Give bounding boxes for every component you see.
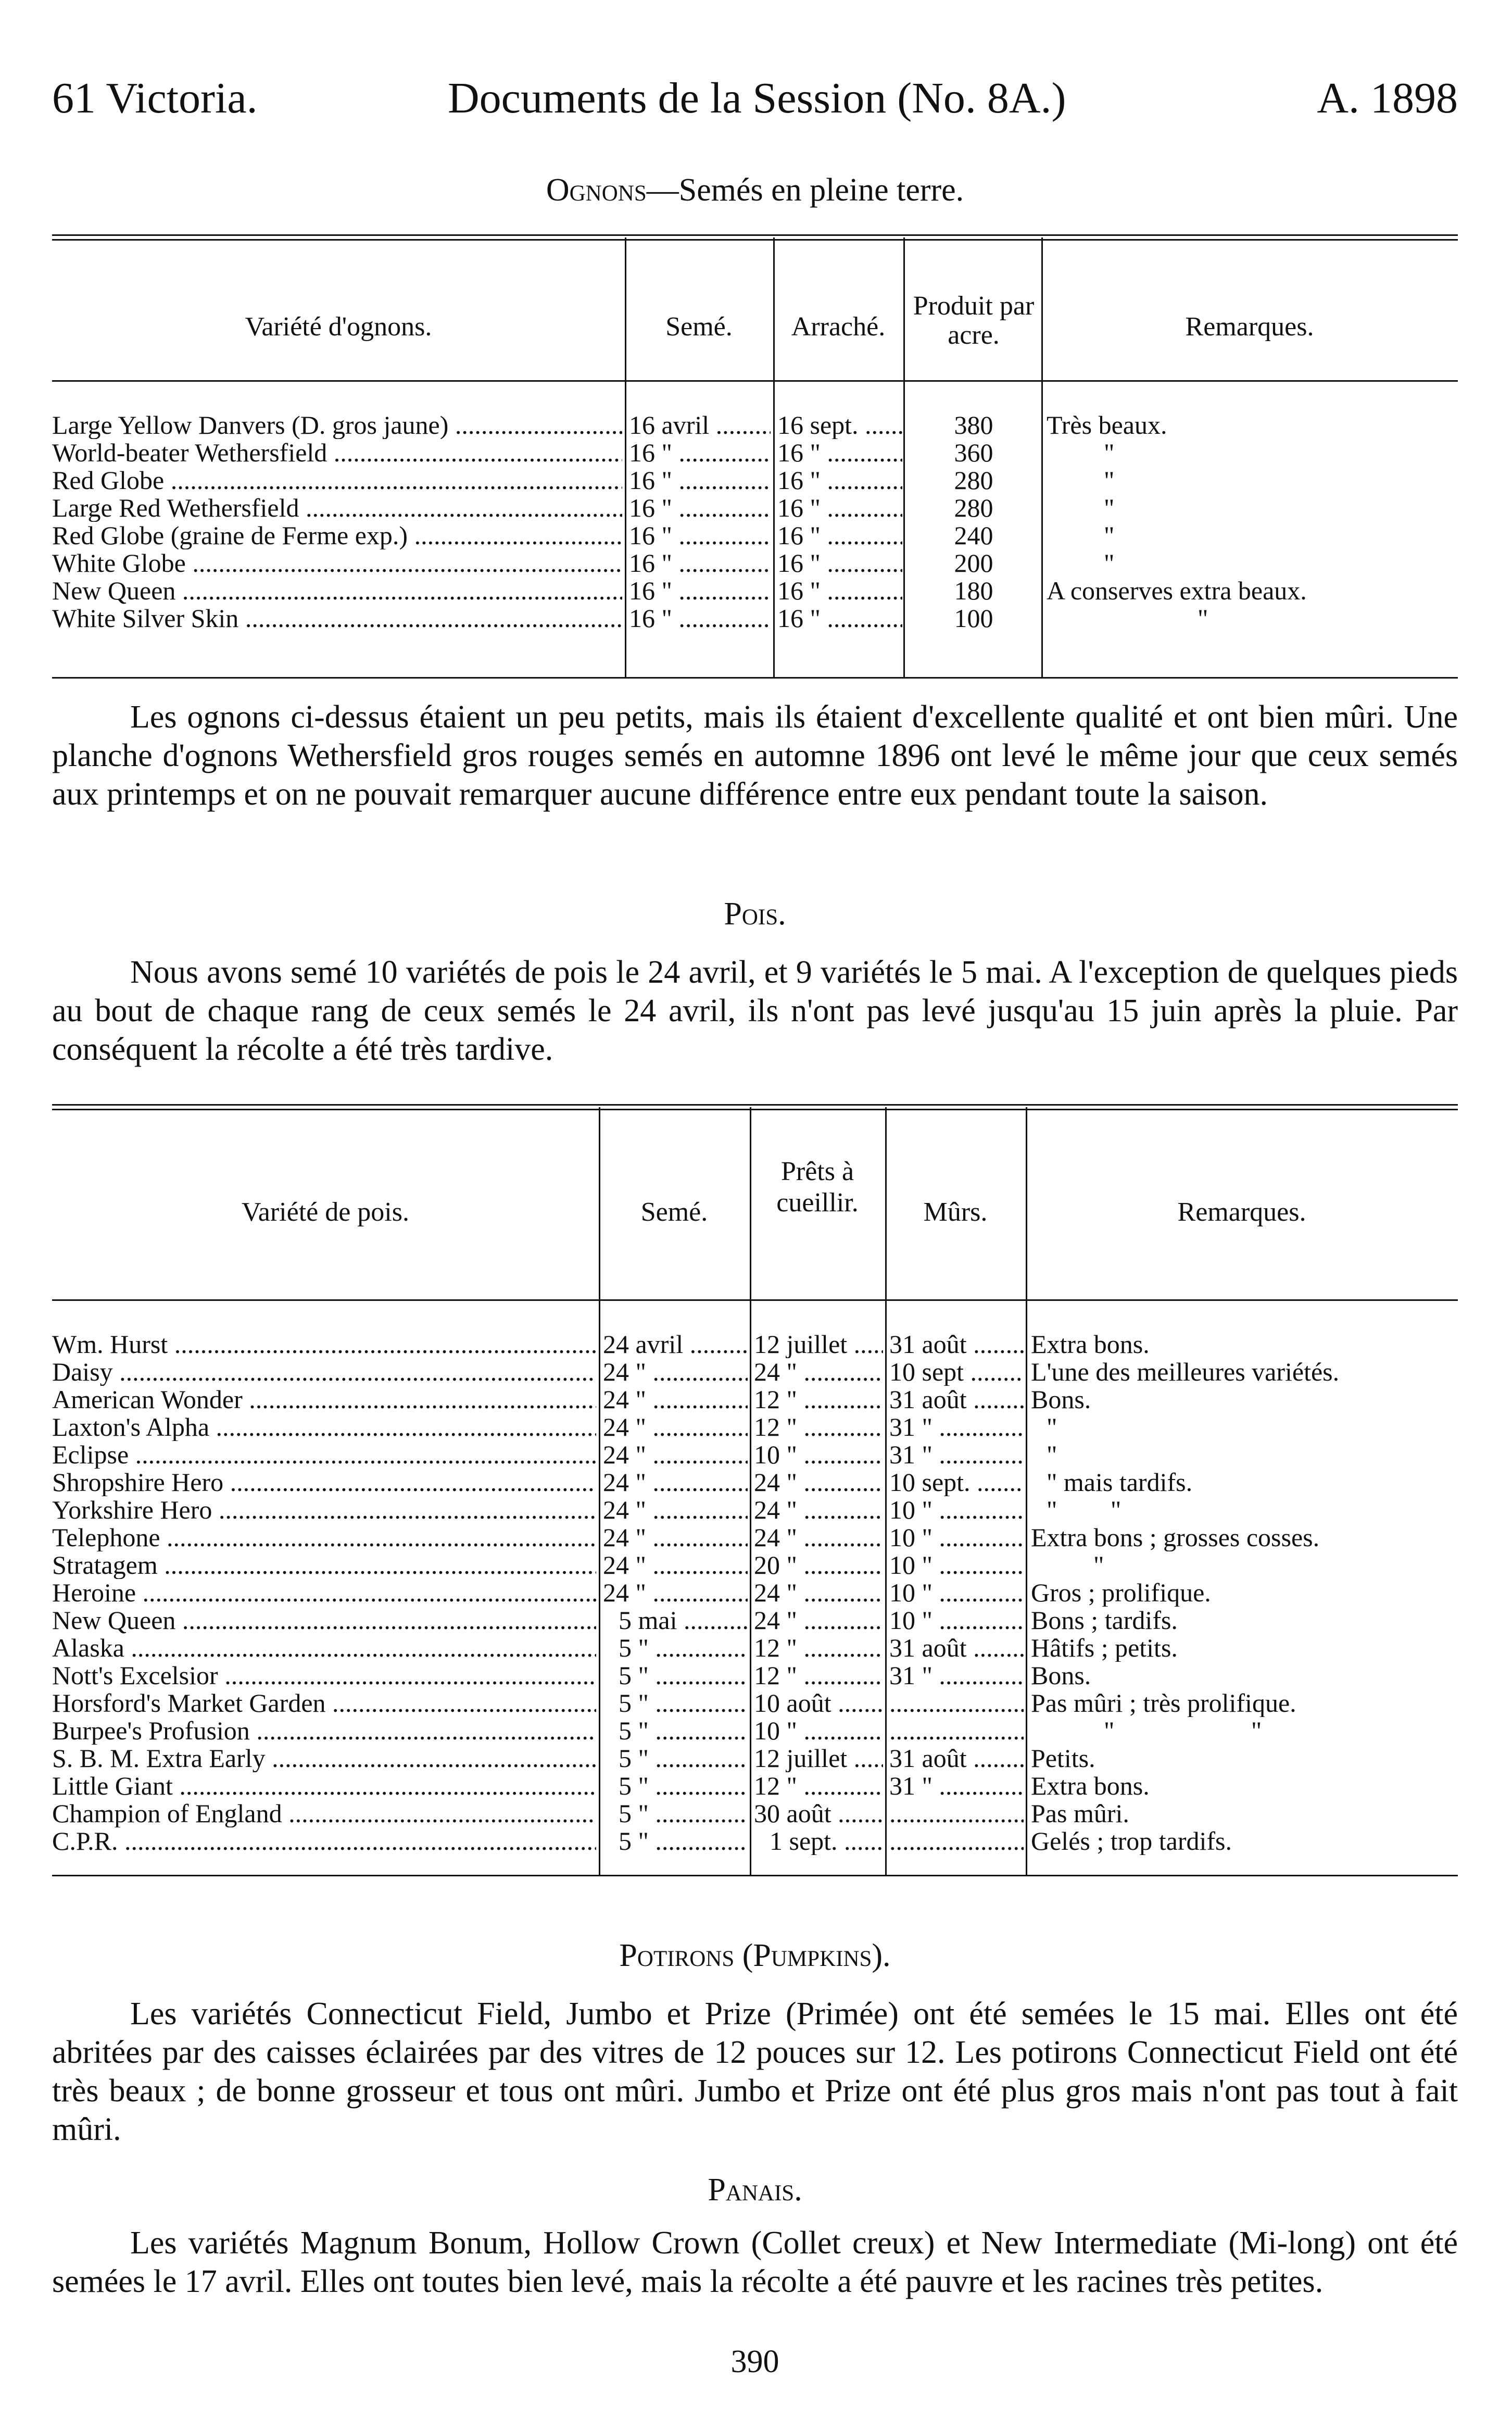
table-top-rule: [52, 1104, 1458, 1110]
page-number: 390: [730, 2344, 779, 2379]
col-header-variety: Variété d'ognons.: [245, 312, 432, 342]
col-header-seme: Semé.: [640, 1197, 708, 1227]
onions-title-smallcaps: Ognons: [546, 172, 647, 208]
header-left: 61 Victoria.: [52, 74, 258, 122]
table-row: Large Yellow Danvers (D. gros jaune) ..... 16 avril ..... 16 sept. ..... 380 Très beaux.: [52, 411, 1458, 439]
table-row: World-beater Wethersfield ..... 16 " ..... 16 " ..... 360 ": [52, 439, 1458, 467]
table-row: S. B. M. Extra Early ..... 5 " ..... 12 juillet ..... 31 août ..... Petits.: [52, 1745, 1458, 1772]
table-row: Stratagem ..... 24 " ..... 20 " ..... 10 " ..... ": [52, 1551, 1458, 1579]
col-header-prets: Prêts à cueillir.: [776, 1157, 859, 1218]
table-header-rule: [52, 380, 1458, 382]
header-right: A. 1898: [1317, 74, 1458, 122]
onions-paragraph: Les ognons ci-dessus étaient un peu petits, mais ils étaient d'excellente qualité et ont bien mûri. Une planche d'ognons Wethersfield gros rouges semés en automne 1896 ont levé le même jour que ceux semés aux printemps et on ne pouvait remarquer aucune différence entre eux pendant toute la saison.: [52, 699, 1458, 812]
table-row: Burpee's Profusion ..... 5 " ..... 10 " ..... ..... " ": [52, 1717, 1458, 1745]
table-row: White Globe ..... 16 " ..... 16 " ..... 200 ": [52, 549, 1458, 577]
header-center: Documents de la Session (No. 8A.): [448, 74, 1066, 122]
table-row: Champion of England ..... 5 " ..... 30 août ..... ..... Pas mûri.: [52, 1800, 1458, 1827]
onions-title-rest: —Semés en pleine terre.: [646, 172, 964, 208]
table-row: New Queen ..... 5 mai ..... 24 " ..... 10 " ..... Bons ; tardifs.: [52, 1607, 1458, 1634]
col-header-produit: Produit par acre.: [913, 291, 1035, 350]
table-row: Red Globe (graine de Ferme exp.) ..... 16 " ..... 16 " ..... 240 ": [52, 522, 1458, 549]
table-bottom-rule: [52, 677, 1458, 679]
col-header-remarques: Remarques.: [1177, 1197, 1306, 1227]
table-row: Horsford's Market Garden ..... 5 " ..... 10 août ..... ..... Pas mûri ; très prolifique.: [52, 1689, 1458, 1717]
parsnips-paragraph: Les variétés Magnum Bonum, Hollow Crown (Collet creux) et New Intermediate (Mi-long) ont été semées le 17 avril. Elles ont toutes bien levé, mais la récolte a été pauvre et les racines très petites.: [52, 2225, 1458, 2299]
col-header-arrache: Arraché.: [791, 312, 886, 342]
table-row: Daisy ..... 24 " ..... 24 " ..... 10 sept ..... L'une des meilleures variétés.: [52, 1358, 1458, 1386]
table-row: Large Red Wethersfield ..... 16 " ..... 16 " ..... 280 ": [52, 494, 1458, 522]
table-row: Alaska ..... 5 " ..... 12 " ..... 31 août ..... Hâtifs ; petits.: [52, 1634, 1458, 1662]
table-row: Red Globe ..... 16 " ..... 16 " ..... 280 ": [52, 467, 1458, 494]
col-header-murs: Mûrs.: [923, 1197, 988, 1227]
table-top-rule: [52, 234, 1458, 241]
col-header-variety: Variété de pois.: [241, 1197, 409, 1227]
table-row: White Silver Skin ..... 16 " ..... 16 " ..... 100 ": [52, 605, 1458, 632]
col-header-seme: Semé.: [665, 312, 733, 342]
peas-section-title: Pois.: [724, 896, 786, 932]
table-row: Nott's Excelsior ..... 5 " ..... 12 " ..... 31 " ..... Bons.: [52, 1662, 1458, 1689]
onions-section-title: [52, 172, 1458, 209]
table-header-rule: [52, 1299, 1458, 1301]
table-row: Telephone ..... 24 " ..... 24 " ..... 10 " ..... Extra bons ; grosses cosses.: [52, 1524, 1458, 1551]
parsnips-section-title: Panais.: [708, 2172, 802, 2208]
peas-paragraph: Nous avons semé 10 variétés de pois le 24 avril, et 9 variétés le 5 mai. A l'exception de quelques pieds au bout de chaque rang de ceux semés le 24 avril, ils n'ont pas levé jusqu'au 15 juin après la pluie. Par conséquent la récolte a été très tardive.: [52, 955, 1458, 1067]
table-row: C.P.R. ..... 5 " ..... 1 sept. ..... ..... Gelés ; trop tardifs.: [52, 1827, 1458, 1855]
table-row: Eclipse ..... 24 " ..... 10 " ..... 31 " ..... ": [52, 1441, 1458, 1469]
table-row: Little Giant ..... 5 " ..... 12 " ..... 31 " ..... Extra bons.: [52, 1772, 1458, 1800]
table-row: American Wonder ..... 24 " ..... 12 " ..... 31 août ..... Bons.: [52, 1386, 1458, 1413]
table-row: Shropshire Hero ..... 24 " ..... 24 " ..... 10 sept. ..... " mais tardifs.: [52, 1469, 1458, 1496]
table-row: New Queen ..... 16 " ..... 16 " ..... 180 A conserves extra beaux.: [52, 577, 1458, 605]
pumpkins-paragraph: Les variétés Connecticut Field, Jumbo et Prize (Primée) ont été semées le 15 mai. Elles ont été abritées par des caisses éclairées par des vitres de 12 pouces sur 12. Les potirons Connecticut Field ont été très beaux ; de bonne grosseur et tous ont mûri. Jumbo et Prize ont été plus gros mais n'ont pas tout à fait mûri.: [52, 1996, 1458, 2147]
running-header: [52, 73, 1458, 130]
table-bottom-rule: [52, 1875, 1458, 1876]
table-row: Laxton's Alpha ..... 24 " ..... 12 " ..... 31 " ..... ": [52, 1413, 1458, 1441]
pumpkins-section-title: Potirons (Pumpkins).: [619, 1938, 891, 1973]
table-row: Wm. Hurst ..... 24 avril ..... 12 juillet ..... 31 août ..... Extra bons.: [52, 1331, 1458, 1358]
table-row: Yorkshire Hero ..... 24 " ..... 24 " ..... 10 " ..... " ": [52, 1496, 1458, 1524]
table-row: Heroine ..... 24 " ..... 24 " ..... 10 " ..... Gros ; prolifique.: [52, 1579, 1458, 1607]
col-header-remarques: Remarques.: [1185, 312, 1314, 342]
